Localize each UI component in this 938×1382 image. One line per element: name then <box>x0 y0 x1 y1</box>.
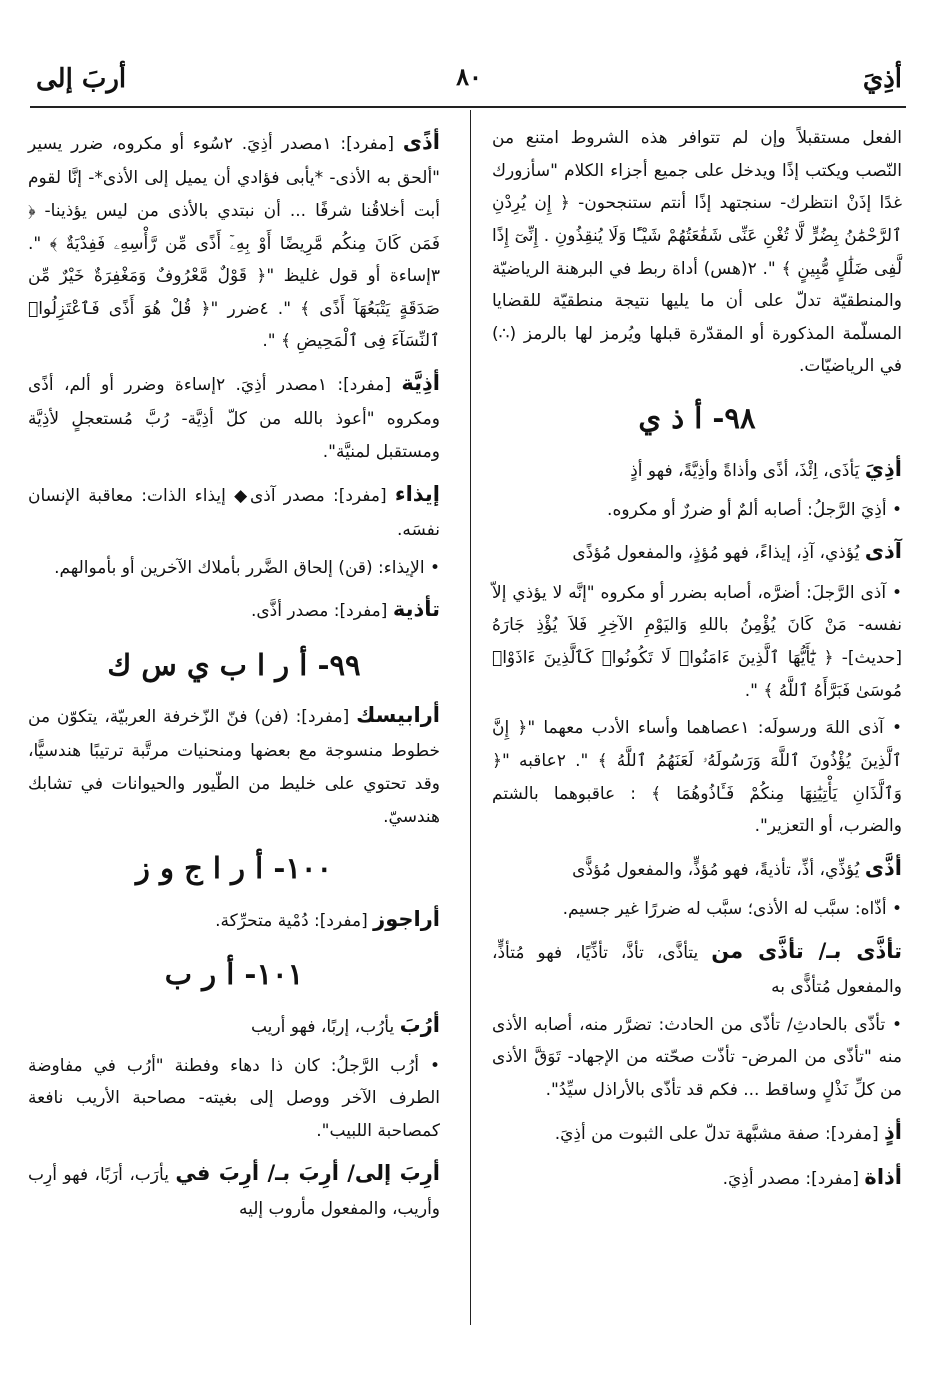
page-header <box>36 58 902 102</box>
entry-text: [مفرد]: صفة مشبَّهة تدلّ على الثبوت من أذِيَ. <box>554 1123 879 1144</box>
entry-text: آذى الرَّجلَ: أضرَّه، أصابه بضرر أو مكروه "إنَّه لا يؤذي إلاّ نفسه- مَنْ كَانَ يُؤْمِنُ باللهِ وَاليَوْمِ الآخِرِ فَلاَ يُؤْذِ جَارَهُ [حديث]- ﴿ يَٰٓأَيُّهَا ٱلَّذِينَ ءَامَنُوا۟ لَا تَكُونُوا۟ كَٱلَّذِينَ ءَاذَوْا۟ مُوسَىٰ فَبَرَّأَهُ ٱللَّهُ ﴾ ". <box>492 582 902 701</box>
entry-headword: آذى <box>864 539 902 564</box>
header-rule <box>30 106 906 108</box>
entry-text: يُؤذي، آذِ، إيذاءً، فهو مُؤذٍ، والمفعول مُؤذًى <box>572 543 860 564</box>
bullet-icon: • <box>424 557 440 578</box>
entry-headword: تأذية <box>392 597 440 622</box>
sense-paragraph <box>492 893 902 926</box>
root-section-heading: ٩٩- أ ر ا ب ي س ك <box>107 647 361 682</box>
sense-paragraph <box>492 494 902 527</box>
entry-headword: أذٍ <box>884 1119 902 1144</box>
entry-headword: تأذَّى بـ/ تأذَّى من <box>711 938 903 963</box>
sense-paragraph <box>492 1009 902 1107</box>
root-section-heading: ١٠٠- أ ر ا ج و ز <box>135 851 333 886</box>
right-column <box>492 122 902 1202</box>
entry-text: [مفرد]: مصدر أذَّى. <box>250 601 388 622</box>
entry-text: تأذّى بالحادثِ/ تأذّى من الحادث: تضرَّر منه، أصابه الأذى منه "تأذّى من المرض- تأذّت صحّته من الإجهاد- تَوَقَّ الأذى من كلِّ نَذْلٍ وساقط ... فكم قد تأذّى بالأراذل سيِّدُ". <box>492 1014 902 1100</box>
dictionary-entry <box>492 1157 902 1197</box>
bullet-icon: • <box>886 499 902 520</box>
entry-text: يأرَب، أرَبًا، فهو أرِب وأريب، والمفعول مأروب إليه <box>28 1164 440 1219</box>
entry-text: [مفرد]: (فن) فنّ الزّخرفة العربيّة، يتكوّن من خطوط منسوجة مع بعضها ومنحنيات مرتَّبة ترتيبًا هندسيًّا، وقد تحتوي على خليط من الطّيور والحيوانات في تشابك هندسيّ. <box>28 707 440 827</box>
dictionary-entry <box>492 931 902 1004</box>
entry-text: [مفرد]: ١مصدر أذِيَ. ٢سُوء أو مكروه، ضرر يسير "ألحق به الأذى- *يأبى فؤادي أن يميل إلى الأذى*- إنَّا لقوم أبت أخلاقُنا شرفًا ... أن نبتدي بالأذى من ليس يؤذينا- ﴿ فَمَن كَانَ مِنكُم مَّرِيضًا أَوْ بِهِۦٓ أَذًى مِّن رَّأْسِهِۦ فَفِدْيَةٌ ﴾ ". ٣إساءة أو قول غليظ "﴿ قَوْلٌ مَّعْرُوفٌ وَمَغْفِرَةٌ خَيْرٌ مِّن صَدَقَةٍ يَتْبَعُهَآ أَذًى ﴾ ". ٤ضرر "﴿ قُلْ هُوَ أَذًى فَٱعْتَزِلُوا۟ ٱلنِّسَآءَ فِى ٱلْمَحِيضِ ﴾ ". <box>28 134 440 352</box>
bullet-icon: • <box>886 899 902 920</box>
dictionary-entry <box>492 531 902 571</box>
header-last-word: أربَ إلى <box>36 64 127 94</box>
page-number: ٨٠ <box>456 62 482 91</box>
entry-text: [مفرد]: دُمْية متحرِّكة. <box>215 910 368 931</box>
dictionary-entry <box>28 1153 440 1226</box>
entry-headword: أراجوز <box>373 906 440 931</box>
dictionary-entry <box>492 848 902 888</box>
dictionary-entry <box>28 363 440 469</box>
root-section-heading: ٩٨- أ ذ ي <box>638 401 756 435</box>
entry-headword: أذاة <box>864 1164 902 1189</box>
entry-text: يَأذَى، اِئْذَ، أذًى وأذاةً وأذِيَّةً، فهو أذٍ <box>630 460 860 481</box>
dictionary-entry <box>492 449 902 489</box>
bullet-icon: • <box>883 718 902 739</box>
entry-headword: أذَّى <box>864 855 902 880</box>
dictionary-entry <box>28 589 440 629</box>
dictionary-entry <box>28 1005 440 1045</box>
entry-text: أذِيَ الرَّجلُ: أصابه ألمٌ أو ضررٌ أو مكروه. <box>607 499 887 520</box>
entry-headword: أرُبَ <box>399 1012 440 1037</box>
entry-text: أذّاه: سبَّب له الأذى؛ سبَّب له ضررًا غير جسيم. <box>562 899 887 920</box>
sense-paragraph <box>492 577 902 708</box>
entry-text: [مفرد]: مصدر آذى◆ إيذاء الذات: معاقبة الإنسان نفسَه. <box>28 485 440 540</box>
header-root-word: أذِيَ <box>862 64 902 94</box>
entry-text: الفعل مستقبلاً وإن لم تتوافر هذه الشروط امتنع من النّصب ويكتب إذًا ويدخل على جميع أجزاء الكلام "سأزورك غدًا إذَنْ انتظرك- سنجتهد إذًا أنتم ستنجحون- ﴿ إِن يُرِدْنِ ٱلرَّحْمَٰنُ بِضُرٍّ لَّا تُغْنِ عَنِّى شَفَٰعَتُهُمْ شَيْـًٔا وَلَا يُنقِذُونِ . إِنِّىٓ إِذًا لَّفِى ضَلَٰلٍ مُّبِينٍ ﴾ ". ٢(هس) أداة ربط في البرهنة الرياضيّة والمنطقيّة تدلّ على أن ما يليها نتيجة منطقيّة للقضايا المسلّمة المذكورة أو المقدّرة قبلها ويُرمز لها بالرمز (∴) في الرياضيّات. <box>492 128 902 377</box>
entry-headword: أذِيَ <box>864 456 902 481</box>
dictionary-entry <box>28 695 440 833</box>
root-section-heading: ١٠١- أ ر ب <box>164 957 304 991</box>
entry-headword: أذِيَّة <box>401 371 440 396</box>
dictionary-entry <box>492 1112 902 1152</box>
entry-headword: إيذاء <box>394 481 440 506</box>
entry-headword: أذًى <box>402 130 440 154</box>
dictionary-entry <box>28 122 440 358</box>
entry-text: [مفرد]: ١مصدر أذِيَ. ٢إساءة وضرر أو ألم، أذًى ومكروه "أعوذ بالله من كلّ أذِيَّة- رُبَّ مُستعجلٍ لأذِيَّة ومستقبل لمنيَّة". <box>28 375 440 462</box>
entry-text: أرُب الرَّجلُ: كان ذا دهاء وفطنة "أرُب في مفاوضة الطرف الآخر ووصل إلى بغيته- مصاحبة الأريب نافعة كمصاحبة اللبيب". <box>28 1055 440 1142</box>
sense-paragraph <box>28 1050 440 1148</box>
entry-text: يأرُب، إربًا، فهو أريب <box>250 1016 395 1037</box>
text-paragraph <box>492 122 902 383</box>
left-column <box>28 122 440 1231</box>
entry-headword: أرِبَ إلى/ أرِبَ بـ/ أرِبَ في <box>175 1160 440 1185</box>
entry-text: يتأذَّى، تأذَّ، تأذِّيًا، فهو مُتأذٍّ، والمفعول مُتأذًّى به <box>492 942 902 997</box>
dictionary-entry <box>28 899 440 939</box>
entry-text: الإيذاء: (قن) إلحاق الضَّرر بأملاك الآخرين أو بأموالهم. <box>54 557 425 578</box>
dictionary-entry <box>28 474 440 547</box>
sense-paragraph <box>28 552 440 585</box>
sense-paragraph <box>492 712 902 843</box>
bullet-icon: • <box>885 1014 902 1035</box>
bullet-icon: • <box>419 1055 440 1076</box>
entry-text: [مفرد]: مصدر أذِيَ. <box>722 1168 860 1189</box>
bullet-icon: • <box>886 582 902 603</box>
column-divider <box>470 110 471 1325</box>
entry-text: آذى اللهَ ورسولَه: ١عصاهما وأساء الأدب معهما "﴿ إِنَّ ٱلَّذِينَ يُؤْذُونَ ٱللَّهَ وَرَسُولَهُۥ لَعَنَهُمُ ٱللَّهُ ﴾ ". ٢عاقبه "﴿ وَٱلَّذَانِ يَأْتِيَٰنِهَا مِنكُمْ فَـَٔاذُوهُمَا ﴾ : عاقبوهما بالشتم والضرب، أو التعزير". <box>492 718 902 837</box>
entry-text: يُؤذِّي، أذِّ، تأذيةً، فهو مُؤذٍّ، والمفعول مُؤذًّى <box>572 859 860 880</box>
entry-headword: أرابيسك <box>356 703 440 727</box>
